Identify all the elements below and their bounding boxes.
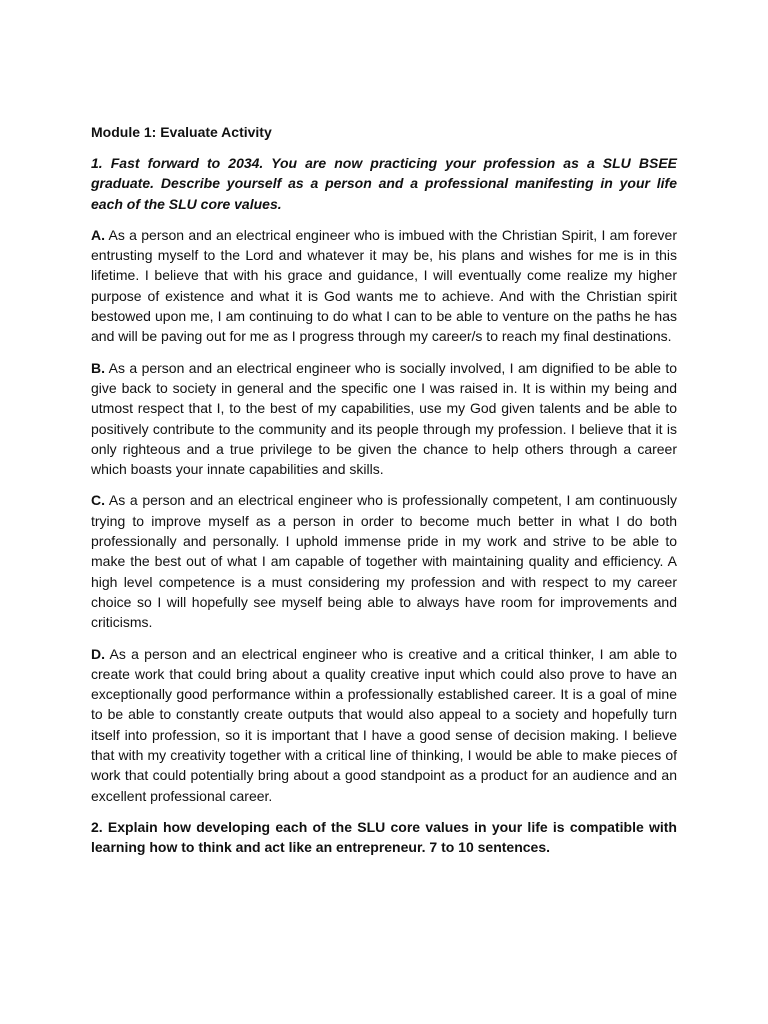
answer-d: [91, 644, 677, 806]
question-2: 2. Explain how developing each of the SLU core values in your life is compatible with learning how to think and act like an entrepreneur. 7 to 10 sentences.: [91, 818, 677, 856]
module-title: Module 1: Evaluate Activity: [91, 124, 272, 140]
answer-c: [91, 490, 677, 632]
answer-a-text: As a person and an electrical engineer who is imbued with the Christian Spirit, I am forever entrusting myself to the Lord and whatever it may be, his plans and wishes for me is in this lifetime. I believe that with his grace and guidance, I will eventually come realize my higher purpose of existence and what it is God wants me to achieve. And with the Christian spirit bestowed upon me, I am continuing to do what I can to be able to venture on the paths he has and will be paving out for me as I progress through my career/s to reach my final destinations.: [91, 226, 677, 345]
answer-b-text: As a person and an electrical engineer who is socially involved, I am dignified to be able to give back to society in general and the specific one I was raised in. It is within my being and utmost respect that I, to the best of my capabilities, use my God given talents and be able to positively contribute to the community and its people through my profession. I believe that it is only righteous and a true privilege to be given the chance to help others through a career which boasts your innate capabilities and skills.: [91, 359, 677, 478]
document-page: [91, 122, 677, 869]
answer-d-text: As a person and an electrical engineer who is creative and a critical thinker, I am able to create work that could bring about a quality creative input which could also prove to have an exceptionally good performance within a professionally established career. It is a goal of mine to be able to constantly create outputs that would also appeal to a society and hopefully turn itself into profession, so it is important that I have a good sense of decision making. I believe that with my creativity together with a critical line of thinking, I would be able to make pieces of work that could potentially bring about a good standpoint as a product for an audience and an excellent professional career.: [91, 645, 677, 804]
answer-c-text: As a person and an electrical engineer who is professionally competent, I am continuously trying to improve myself as a person in order to become much better in what I do both professionally and personally. I uphold immense pride in my work and strive to be able to make the best out of what I am capable of together with maintaining quality and efficiency. A high level competence is a must considering my profession and with respect to my career choice so I will hopefully see myself being able to always have room for improvements and criticisms.: [91, 492, 677, 631]
answer-a-letter: A.: [91, 226, 105, 243]
answer-d-letter: D.: [91, 645, 105, 662]
question-1: 1. Fast forward to 2034. You are now practicing your profession as a SLU BSEE graduate. Describe yourself as a person and a professional manifesting in your life each of the SLU core values.: [91, 155, 677, 212]
answer-a: [91, 225, 677, 347]
answer-c-letter: C.: [91, 492, 105, 509]
answer-b: [91, 358, 677, 480]
answer-b-letter: B.: [91, 359, 105, 376]
